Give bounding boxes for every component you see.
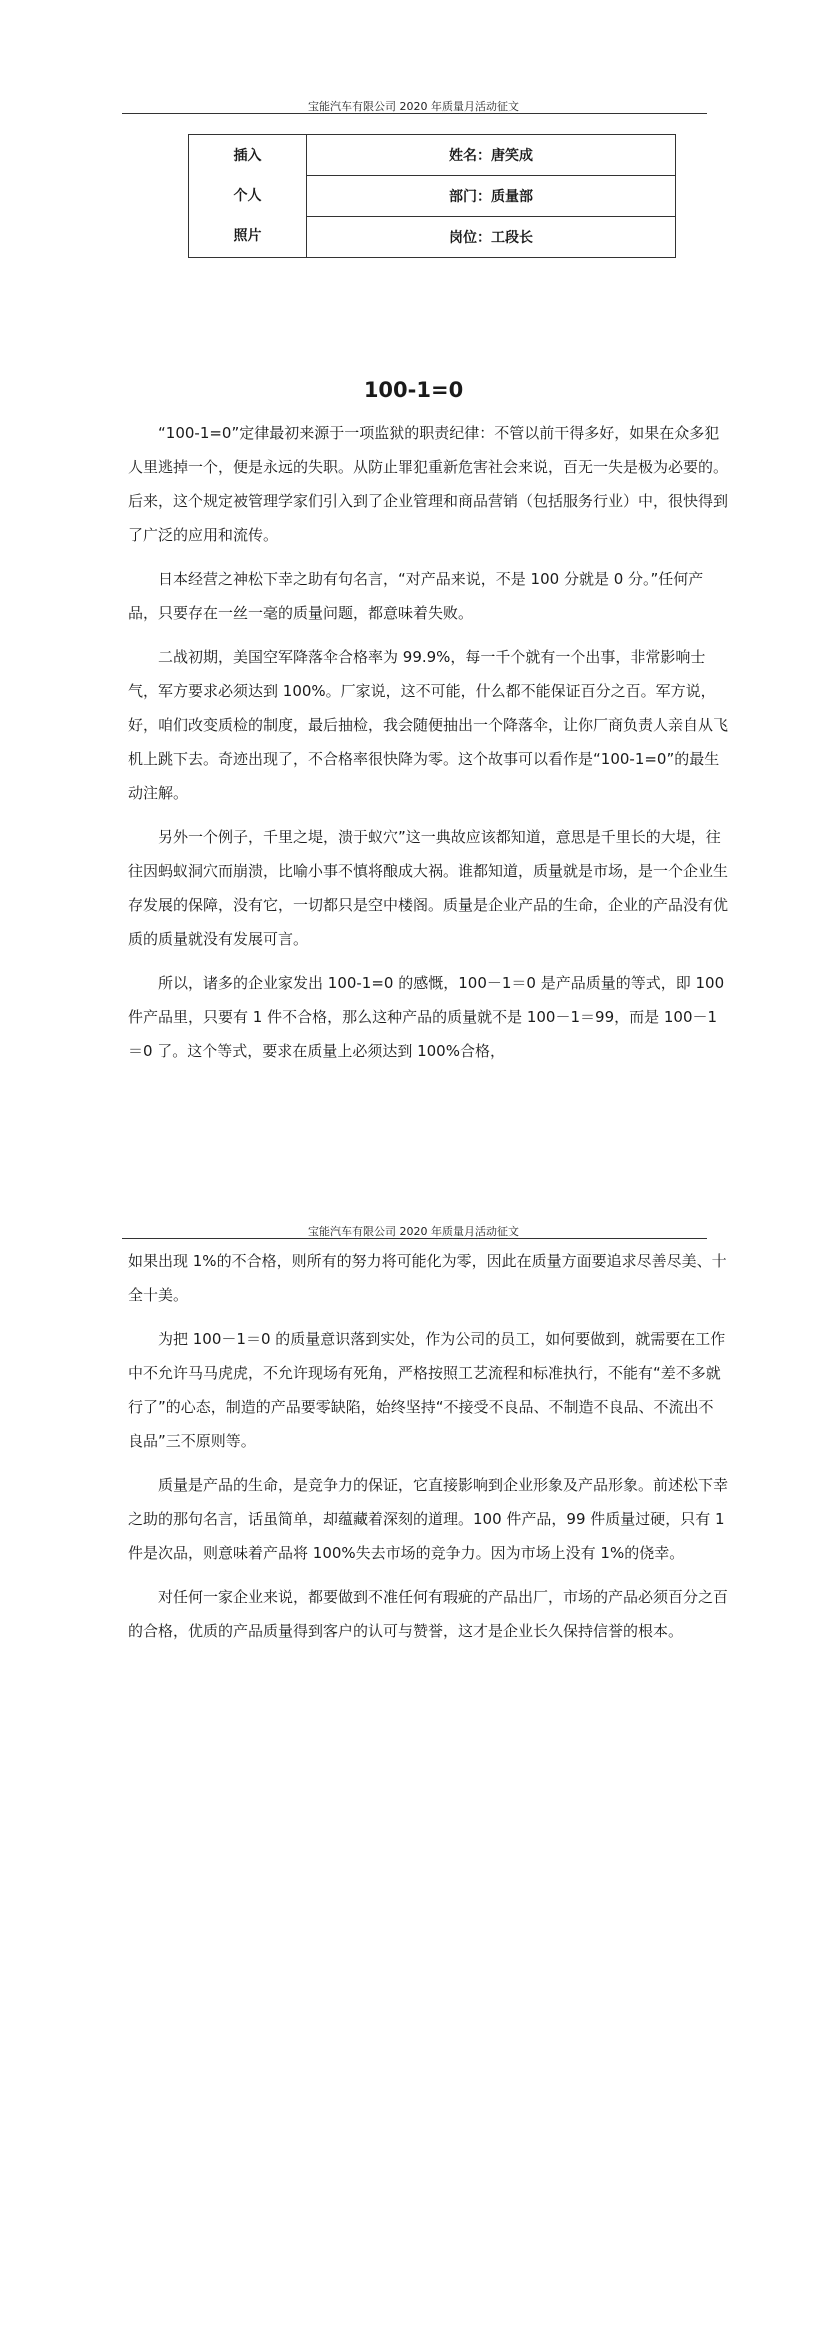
author-info-table [188, 134, 676, 258]
photo-label-line-2: 个人 [233, 188, 262, 204]
document-title: 100-1=0 [363, 378, 464, 402]
paragraph: 二战初期，美国空军降落伞合格率为 99.9%，每一千个就有一个出事，非常影响士气，军方要求必须达到 100%。厂家说，这不可能，什么都不能保证百分之百。军方说，好，咱们改变质检的制度，最后抽检，我会随便抽出一个降落伞，让你厂商负责人亲自从飞机上跳下去。奇迹出现了，不合格率很快降为零。这个故事可以看作是“100-1=0”的最生动注解。 [128, 648, 729, 802]
paragraph: 所以，诸多的企业家发出 100-1=0 的感慨，100－1＝0 是产品质量的等式，即 100 件产品里，只要有 1 件不合格，那么这种产品的质量就不是 100－1＝99，而是 100－1＝0 了。这个等式，要求在质量上必须达到 100%合格， [128, 974, 725, 1060]
name-field: 姓名：唐笑成 [307, 135, 676, 176]
paragraph: 质量是产品的生命，是竞争力的保证，它直接影响到企业形象及产品形象。前述松下幸之助的那句名言，话虽简单，却蕴藏着深刻的道理。100 件产品，99 件质量过硬，只有 1 件是次品，则意味着产品将 100%失去市场的竞争力。因为市场上没有 1%的侥幸。 [128, 1476, 729, 1562]
page-header-title: 宝能汽车有限公司 2020 年质量月活动征文 [308, 100, 519, 113]
position-field: 岗位：工段长 [307, 217, 676, 258]
page-2-body [128, 1244, 728, 1658]
paragraph: 日本经营之神松下幸之助有句名言，“对产品来说，不是 100 分就是 0 分。”任何产品，只要存在一丝一毫的质量问题，都意味着失败。 [128, 570, 704, 622]
header-divider [122, 113, 707, 114]
paragraph: 如果出现 1%的不合格，则所有的努力将可能化为零，因此在质量方面要追求尽善尽美、十全十美。 [128, 1252, 727, 1304]
page-1-body [128, 416, 728, 1078]
department-field: 部门：质量部 [307, 176, 676, 217]
paragraph: 另外一个例子，千里之堤，溃于蚁穴”这一典故应该都知道，意思是千里长的大堤，往往因蚂蚁洞穴而崩溃，比喻小事不慎将酿成大祸。谁都知道，质量就是市场，是一个企业生存发展的保障，没有它，一切都只是空中楼阁。质量是企业产品的生命，企业的产品没有优质的质量就没有发展可言。 [128, 828, 729, 948]
photo-placeholder-cell [189, 135, 307, 258]
paragraph: “100-1=0”定律最初来源于一项监狱的职责纪律：不管以前干得多好，如果在众多犯人里逃掉一个，便是永远的失职。从防止罪犯重新危害社会来说，百无一失是极为必要的。后来，这个规定被管理学家们引入到了企业管理和商品营销（包括服务行业）中，很快得到了广泛的应用和流传。 [128, 424, 729, 544]
page-header-title: 宝能汽车有限公司 2020 年质量月活动征文 [308, 1225, 519, 1238]
paragraph: 对任何一家企业来说，都要做到不准任何有瑕疵的产品出厂，市场的产品必须百分之百的合格，优质的产品质量得到客户的认可与赞誉，这才是企业长久保持信誉的根本。 [128, 1588, 729, 1640]
photo-label-line-1: 插入 [233, 148, 262, 164]
paragraph: 为把 100－1＝0 的质量意识落到实处，作为公司的员工，如何要做到，就需要在工作中不允许马马虎虎，不允许现场有死角，严格按照工艺流程和标准执行，不能有“差不多就行了”的心态，制造的产品要零缺陷，始终坚持“不接受不良品、不制造不良品、不流出不良品”三不原则等。 [128, 1330, 726, 1450]
header-divider [122, 1238, 707, 1239]
photo-label-line-3: 照片 [233, 228, 262, 244]
